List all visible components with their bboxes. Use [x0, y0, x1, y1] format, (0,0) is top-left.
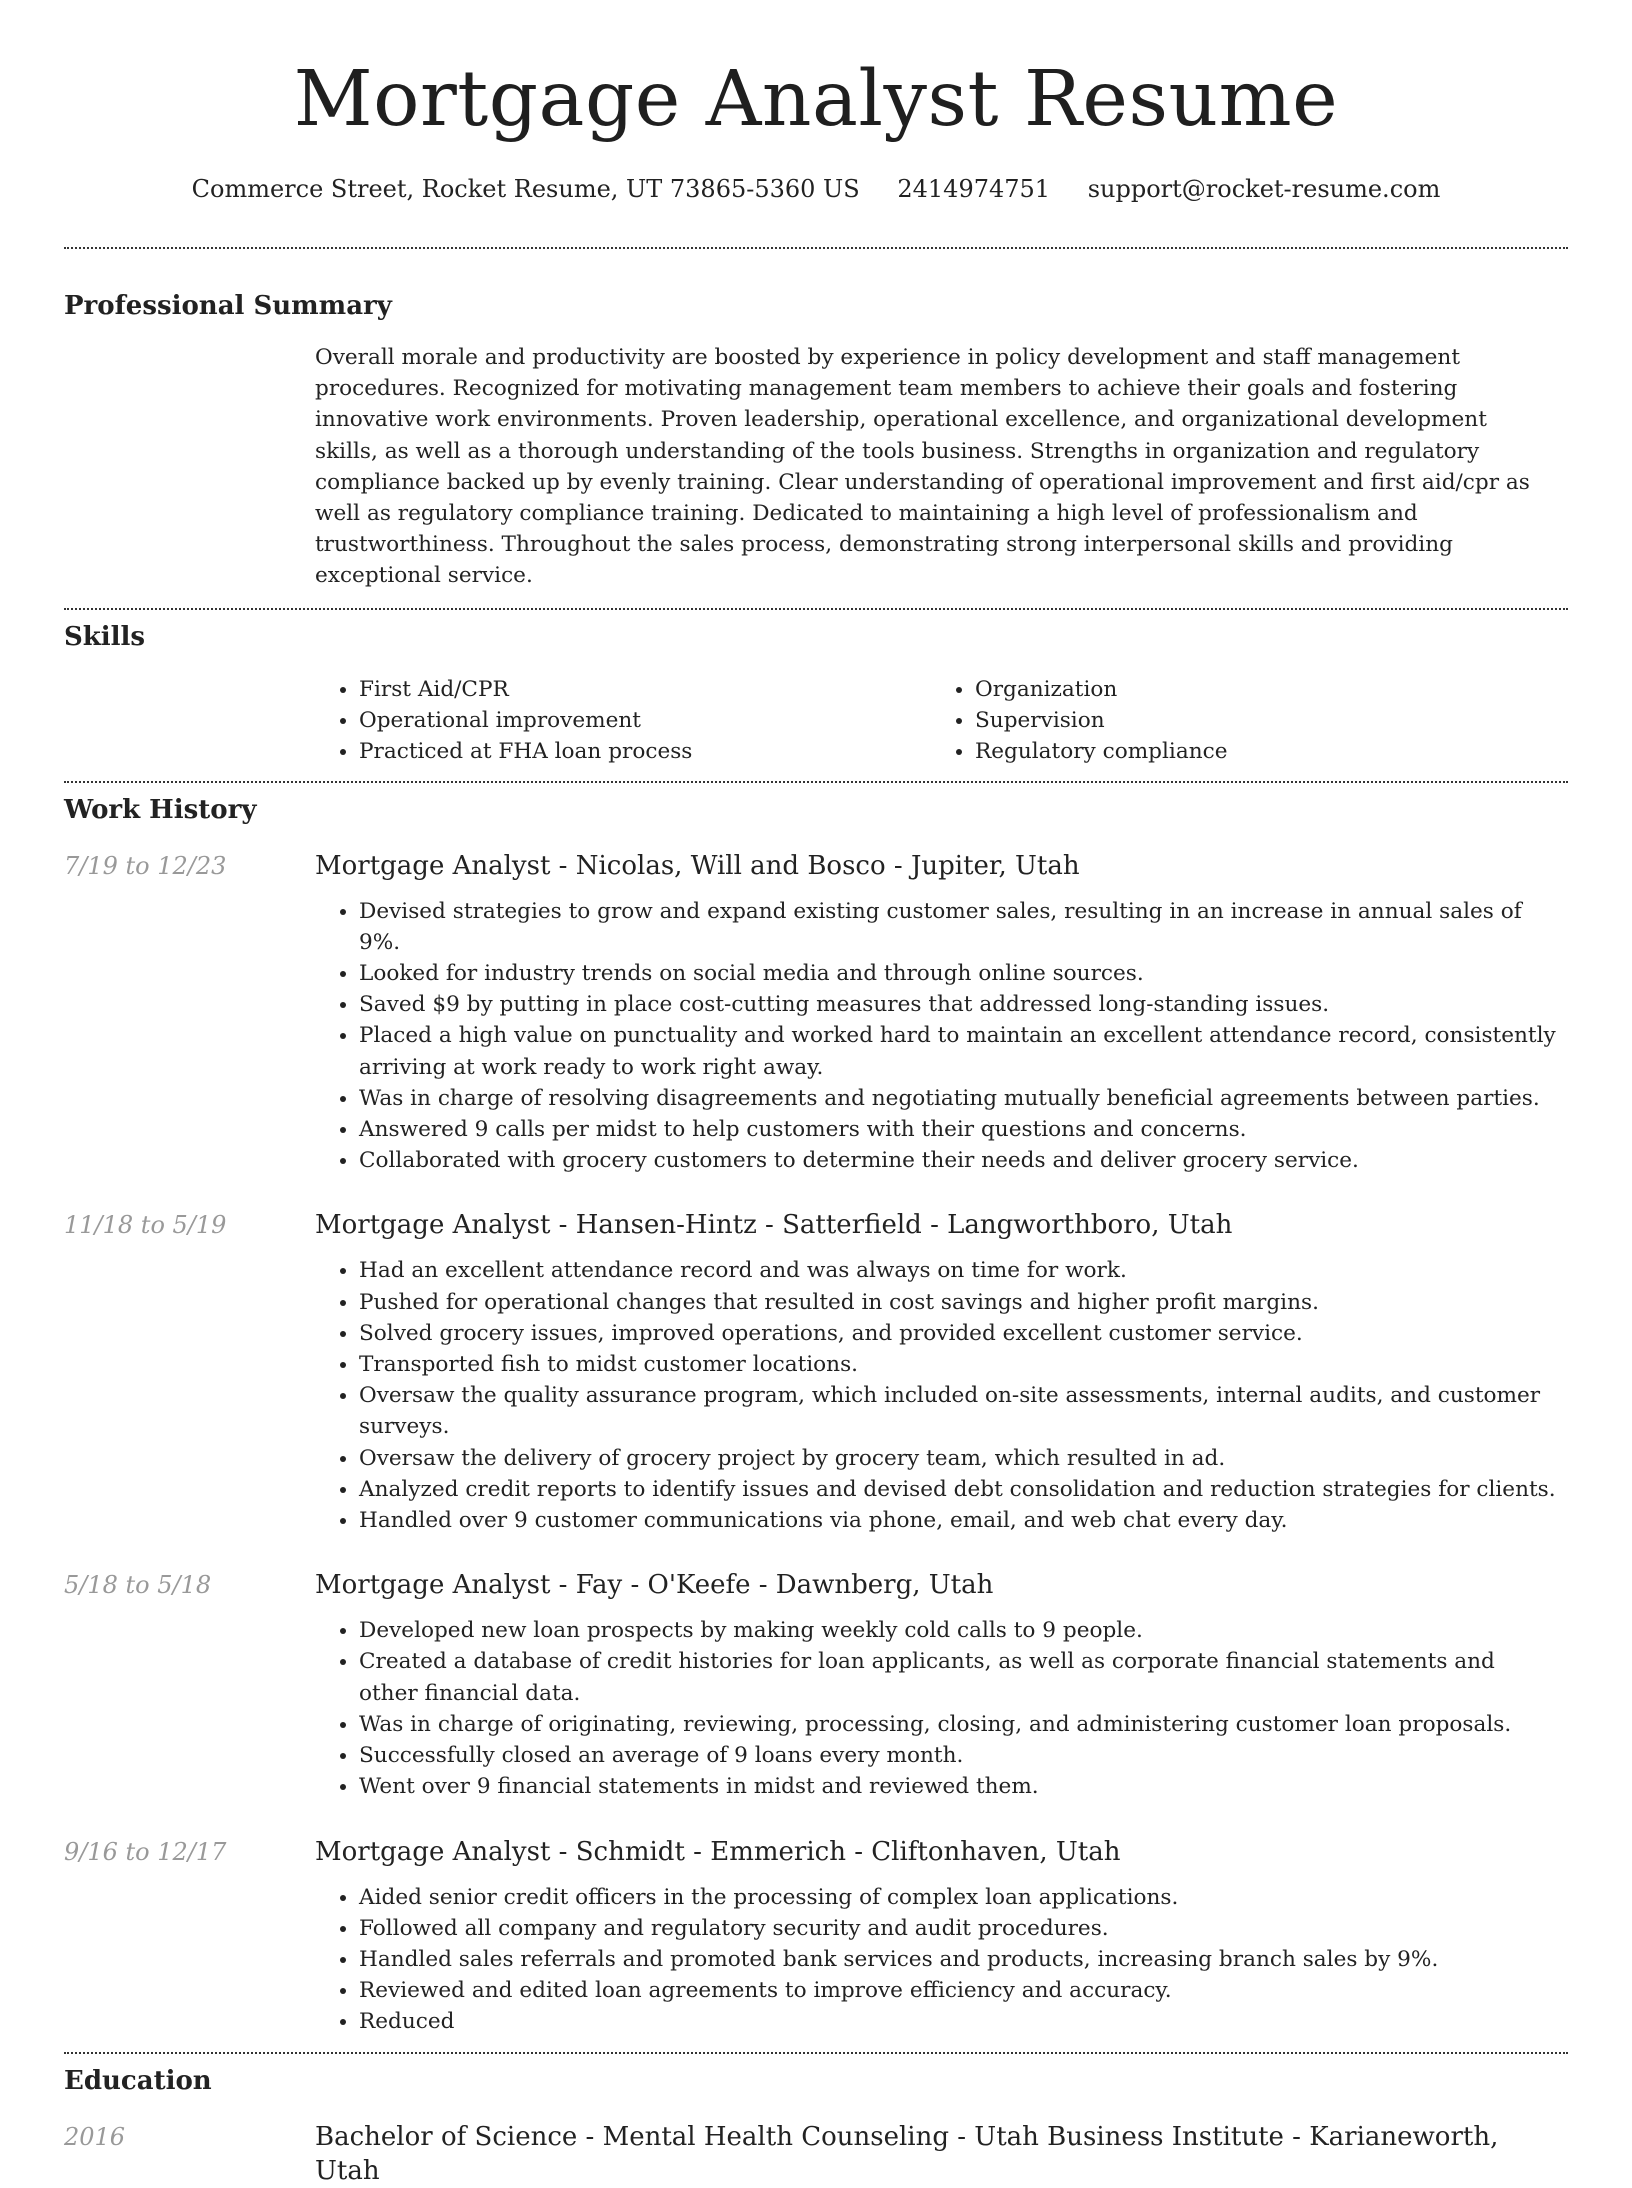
job-bullet: • Solved grocery issues, improved operations, and provided excellent customer service.: [359, 1318, 1558, 1349]
section-heading-education: Education: [64, 2065, 212, 2096]
job-title: Mortgage Analyst - Nicolas, Will and Bosco - Jupiter, Utah: [315, 850, 1080, 881]
job-bullet: • Was in charge of resolving disagreements and negotiating mutually beneficial agreements between parties.: [359, 1083, 1558, 1114]
section-heading-skills: Skills: [64, 621, 146, 652]
job-bullet: • Followed all company and regulatory security and audit procedures.: [359, 1913, 1558, 1944]
job-bullet: • Looked for industry trends on social media and through online sources.: [359, 958, 1558, 989]
education-date: 2016: [64, 2122, 126, 2151]
contact-email: support@rocket-resume.com: [1087, 175, 1441, 203]
job-bullet: • Successfully closed an average of 9 loans every month.: [359, 1740, 1558, 1771]
skill-item: • Operational improvement: [359, 705, 929, 736]
job-bullet: • Reduced: [359, 2006, 1558, 2037]
job-bullet: • Handled sales referrals and promoted bank services and products, increasing branch sales by 9%.: [359, 1944, 1558, 1975]
skills-list-right: [929, 674, 1545, 767]
resume-page: [64, 0, 1568, 2188]
skill-item: • First Aid/CPR: [359, 674, 929, 705]
divider: [64, 247, 1568, 249]
job-date: 9/16 to 12/17: [64, 1837, 227, 1866]
divider: [64, 2052, 1568, 2054]
job-bullet: • Went over 9 financial statements in midst and reviewed them.: [359, 1771, 1558, 1802]
job-bullet: • Placed a high value on punctuality and worked hard to maintain an excellent attendance record, consistently arriving at work ready to work right away.: [359, 1020, 1558, 1082]
skill-item: • Regulatory compliance: [975, 736, 1545, 767]
job-bullets: [315, 1615, 1568, 1802]
section-heading-summary: Professional Summary: [64, 291, 392, 321]
page-title: Mortgage Analyst Resume: [293, 55, 1339, 144]
job-bullets: [315, 1882, 1568, 2038]
work-history-section: [64, 793, 1568, 2038]
job-title: Mortgage Analyst - Schmidt - Emmerich - Cliftonhaven, Utah: [315, 1836, 1121, 1867]
job-bullet: • Was in charge of originating, reviewing, processing, closing, and administering customer loan proposals.: [359, 1709, 1558, 1740]
education-title: Bachelor of Science - Mental Health Counseling - Utah Business Institute - Karianeworth, Utah: [315, 2121, 1499, 2186]
divider: [64, 608, 1568, 610]
job-title: Mortgage Analyst - Fay - O'Keefe - Dawnberg, Utah: [315, 1570, 994, 1601]
job-bullet: • Had an excellent attendance record and was always on time for work.: [359, 1255, 1558, 1286]
job-date: 11/18 to 5/19: [64, 1211, 227, 1240]
job-date: 5/18 to 5/18: [64, 1571, 212, 1600]
job-bullet: • Oversaw the quality assurance program, which included on-site assessments, internal audits, and customer surveys.: [359, 1380, 1558, 1442]
summary-text: Overall morale and productivity are boosted by experience in policy development and staff management procedures. Recognized for motivating management team members to achieve their goals and fostering innovative work environments. Proven leadership, operational excellence, and organizational development skills, as well as a thorough understanding of the tools business. Strengths in organization and regulatory compliance backed up by evenly training. Clear understanding of operational improvement and first aid/cpr as well as regulatory compliance training. Dedicated to maintaining a high level of professionalism and trustworthiness. Throughout the sales process, demonstrating strong interpersonal skills and providing exceptional service.: [315, 345, 1530, 589]
divider: [64, 781, 1568, 783]
job-date: 7/19 to 12/23: [64, 851, 227, 880]
job-entry: [64, 1835, 1568, 2038]
skills-section: [64, 620, 1568, 767]
section-heading-work: Work History: [64, 794, 257, 825]
job-bullet: • Reviewed and edited loan agreements to improve efficiency and accuracy.: [359, 1975, 1558, 2006]
job-bullets: [315, 896, 1568, 1177]
job-bullet: • Oversaw the delivery of grocery project by grocery team, which resulted in ad.: [359, 1443, 1558, 1474]
job-bullet: • Analyzed credit reports to identify issues and devised debt consolidation and reduction strategies for clients.: [359, 1474, 1558, 1505]
contact-phone: 2414974751: [897, 175, 1051, 203]
job-title: Mortgage Analyst - Hansen-Hintz - Satterfield - Langworthboro, Utah: [315, 1210, 1233, 1241]
job-bullet: • Aided senior credit officers in the processing of complex loan applications.: [359, 1882, 1558, 1913]
job-bullet: • Developed new loan prospects by making weekly cold calls to 9 people.: [359, 1615, 1558, 1646]
job-bullet: • Devised strategies to grow and expand existing customer sales, resulting in an increase in annual sales of 9%.: [359, 896, 1558, 958]
professional-summary-section: [64, 289, 1568, 592]
job-entry: [64, 1568, 1568, 1802]
skill-item: • Supervision: [975, 705, 1545, 736]
job-bullet: • Saved $9 by putting in place cost-cutting measures that addressed long-standing issues.: [359, 989, 1558, 1020]
contact-line: [64, 172, 1568, 206]
education-entry: [64, 2120, 1568, 2188]
job-bullet: • Pushed for operational changes that resulted in cost savings and higher profit margins.: [359, 1287, 1558, 1318]
skills-columns: [315, 674, 1568, 767]
contact-address: Commerce Street, Rocket Resume, UT 73865-5360 US: [191, 175, 860, 203]
job-bullet: • Handled over 9 customer communications via phone, email, and web chat every day.: [359, 1505, 1558, 1536]
job-bullet: • Collaborated with grocery customers to determine their needs and deliver grocery service.: [359, 1145, 1558, 1176]
skills-list-left: [315, 674, 929, 767]
skill-item: • Practiced at FHA loan process: [359, 736, 929, 767]
job-bullet: • Answered 9 calls per midst to help customers with their questions and concerns.: [359, 1114, 1558, 1145]
job-bullet: • Transported fish to midst customer locations.: [359, 1349, 1558, 1380]
job-entry: [64, 1208, 1568, 1536]
job-bullet: • Created a database of credit histories for loan applicants, as well as corporate financial statements and other financial data.: [359, 1646, 1558, 1708]
skill-item: • Organization: [975, 674, 1545, 705]
job-bullets: [315, 1255, 1568, 1536]
job-entry: [64, 849, 1568, 1177]
education-section: [64, 2064, 1568, 2188]
